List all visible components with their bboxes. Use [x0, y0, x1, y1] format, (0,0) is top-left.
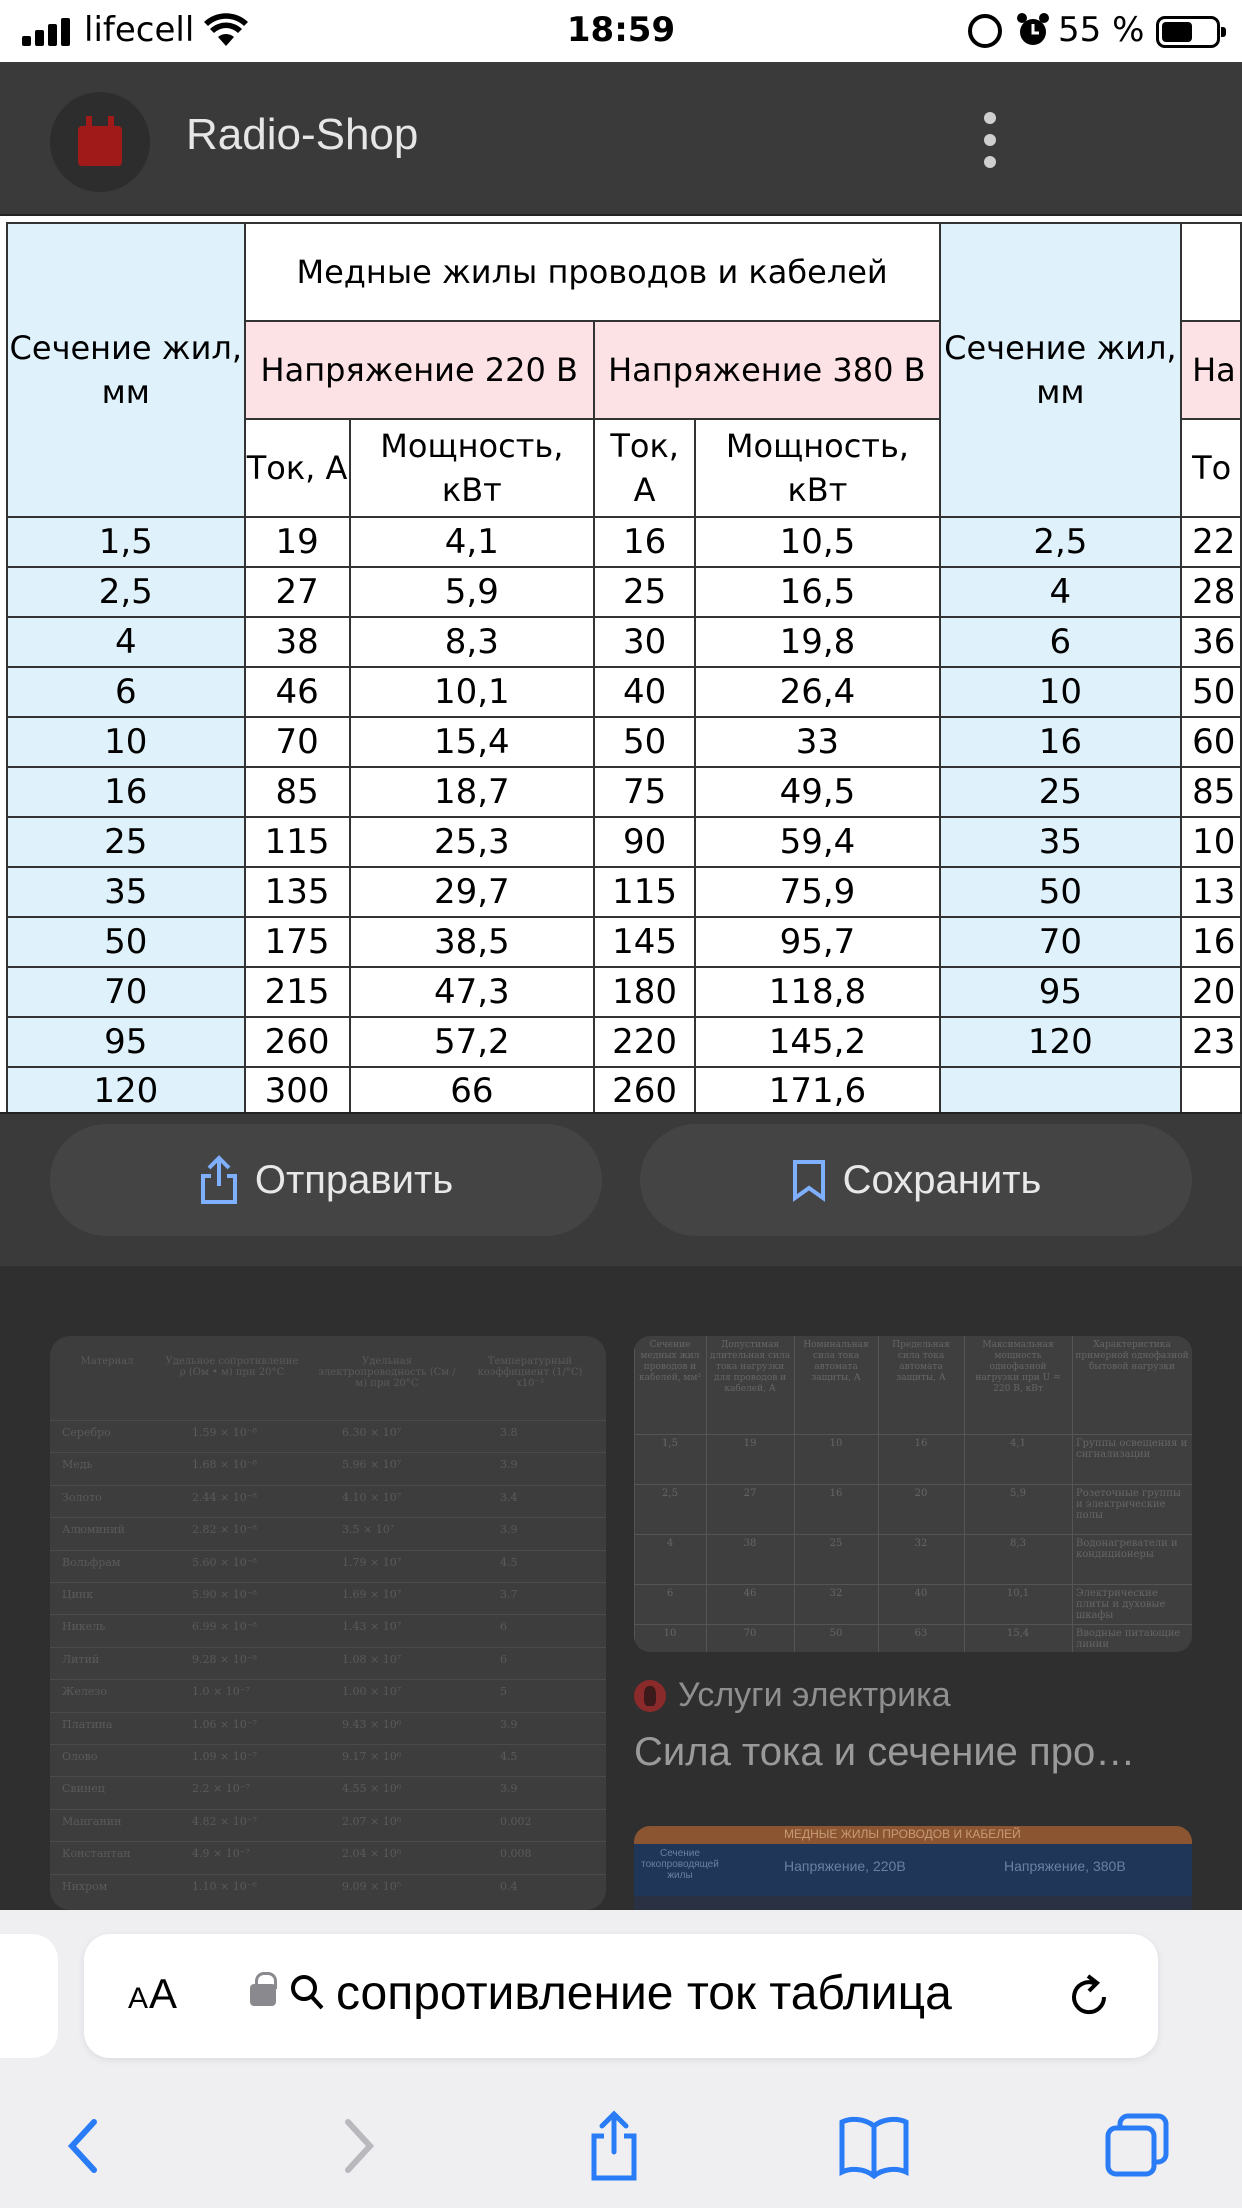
table-row: [7, 1017, 1241, 1067]
table-cell-p380: 10,5: [695, 517, 939, 567]
table-cell-sec: 10: [7, 717, 245, 767]
related-results: [0, 1266, 1242, 1910]
table-cell-i220: 300: [245, 1067, 350, 1114]
thumb-right-cell: 70: [743, 1628, 757, 1639]
table-cell-i220: 115: [245, 817, 350, 867]
table-cell-i380: 50: [594, 717, 695, 767]
thumb-right-cell: 32: [829, 1588, 843, 1599]
thumb-right-cell: 19: [743, 1438, 757, 1449]
table-cell-i2: 50: [1181, 667, 1241, 717]
reader-settings-button[interactable]: AA: [128, 1970, 179, 2017]
thumb-left-cell: Никель: [62, 1620, 106, 1634]
thumb-right-cell: 25: [829, 1538, 843, 1549]
thumb-right-header: Допустимая длительная сила тока нагрузки для проводов и кабелей, А: [709, 1340, 791, 1394]
bottom-thumb-col1: Сечение токопроводящей жилы: [641, 1848, 719, 1881]
table-cell-i380: 145: [594, 917, 695, 967]
table-cell-i2: 22: [1181, 517, 1241, 567]
thumb-right-cell: 15,4: [1006, 1628, 1030, 1639]
table-cell-sec: 35: [7, 867, 245, 917]
thumb-right-cell: 32: [914, 1538, 928, 1549]
table-row: [7, 867, 1241, 917]
table-cell-sec: 120: [7, 1067, 245, 1114]
thumb-left-cell: 1.0 × 10⁻⁷: [192, 1685, 250, 1699]
table-cell-p380: 26,4: [695, 667, 939, 717]
tabs-icon[interactable]: [1098, 2106, 1178, 2186]
thumb-left-cell: 4.55 × 10⁶: [342, 1782, 402, 1796]
table-cell-i380: 180: [594, 967, 695, 1017]
browser-bottom-bar: [0, 1910, 1242, 2208]
table-cell-p220: 10,1: [350, 667, 594, 717]
header-current-380: Ток, А: [594, 419, 695, 517]
table-cell-i220: 70: [245, 717, 350, 767]
forward-icon[interactable]: [316, 2106, 396, 2186]
table-cell-i2: [1181, 1067, 1241, 1114]
table-row: [7, 567, 1241, 617]
table-cell-i380: 75: [594, 767, 695, 817]
thumb-right-cell: 20: [914, 1488, 928, 1499]
table-cell-sec: 95: [7, 1017, 245, 1067]
table-cell-i380: 16: [594, 517, 695, 567]
thumb-right-header: Предельная сила тока автомата защиты, А: [892, 1340, 950, 1383]
source-favicon-icon: [634, 1680, 666, 1712]
alarm-icon: [1016, 12, 1050, 48]
thumb-right-cell: 10: [829, 1438, 843, 1449]
bookmark-icon: [791, 1158, 827, 1202]
thumb-right-cell: 38: [743, 1538, 757, 1549]
header-voltage-220: Напряжение 220 В: [245, 321, 595, 419]
thumb-left-cell: 1.10 × 10⁻⁶: [192, 1879, 257, 1893]
table-cell-p220: 38,5: [350, 917, 594, 967]
table-cell-sec2: 35: [940, 817, 1181, 867]
share-button[interactable]: [50, 1124, 602, 1236]
thumb-left-cell: 4.5: [500, 1750, 518, 1763]
thumb-right-cell: 16: [829, 1488, 843, 1499]
header-copper-group: Медные жилы проводов и кабелей: [245, 223, 940, 321]
table-cell-p220: 29,7: [350, 867, 594, 917]
viewer-header: [0, 62, 1242, 212]
related-thumbnail-cable-table[interactable]: [634, 1336, 1192, 1652]
table-row: [7, 1067, 1241, 1114]
table-cell-i2: 13: [1181, 867, 1241, 917]
thumb-left-cell: Свинец: [62, 1782, 105, 1796]
thumb-left-cell: 4.10 × 10⁷: [342, 1490, 402, 1504]
thumb-left-cell: 3.9: [500, 1458, 518, 1472]
table-row: [7, 617, 1241, 667]
header-power-380: Мощность, кВт: [695, 419, 939, 517]
thumb-right-cell: 63: [914, 1628, 928, 1639]
thumb-left-cell: Железо: [62, 1685, 107, 1699]
table-cell-sec2: 2,5: [940, 517, 1181, 567]
related-thumbnail-resistivity-table[interactable]: [50, 1336, 606, 1910]
thumb-left-cell: 2.2 × 10⁻⁷: [192, 1782, 250, 1796]
thumb-right-cell: 16: [914, 1438, 928, 1449]
table-cell-p380: 118,8: [695, 967, 939, 1017]
table-cell-i2: 16: [1181, 917, 1241, 967]
thumb-left-cell: 0.008: [500, 1847, 532, 1861]
table-cell-p220: 47,3: [350, 967, 594, 1017]
thumb-left-cell: 3.5 × 10⁷: [342, 1523, 395, 1537]
table-cell-p220: 66: [350, 1067, 594, 1114]
table-cell-p220: 8,3: [350, 617, 594, 667]
table-cell-sec: 70: [7, 967, 245, 1017]
thumb-left-cell: 0.4: [500, 1879, 518, 1893]
thumb-left-cell: 1.68 × 10⁻⁸: [192, 1458, 257, 1472]
thumb-left-cell: Константан: [62, 1847, 131, 1861]
header-current-partial: То: [1181, 419, 1241, 517]
header-section: Сечение жил, мм: [7, 223, 245, 517]
thumb-left-cell: 1.69 × 10⁷: [342, 1588, 402, 1601]
address-bar[interactable]: [84, 1934, 1158, 2058]
thumb-left-cell: 5: [500, 1685, 507, 1699]
thumb-left-cell: 6.99 × 10⁻⁸: [192, 1620, 257, 1634]
table-cell-sec2: 50: [940, 867, 1181, 917]
related-thumbnail-bottom[interactable]: [634, 1826, 1192, 1910]
thumb-left-cell: 3.9: [500, 1782, 518, 1796]
browser-share-icon[interactable]: [574, 2106, 654, 2186]
thumb-right-cell: 4: [666, 1538, 674, 1549]
table-cell-p220: 25,3: [350, 817, 594, 867]
share-button-label: Отправить: [254, 1157, 454, 1202]
thumb-left-cell: Олово: [62, 1750, 98, 1763]
header-current-220: Ток, А: [245, 419, 350, 517]
table-cell-sec2: 25: [940, 767, 1181, 817]
thumb-left-cell: 1.43 × 10⁷: [342, 1620, 402, 1634]
thumb-left-cell: 9.17 × 10⁶: [342, 1750, 402, 1763]
table-cell-p380: 145,2: [695, 1017, 939, 1067]
thumb-left-cell: Платина: [62, 1717, 113, 1731]
save-button[interactable]: [640, 1124, 1192, 1236]
thumb-left-cell: 9.43 × 10⁶: [342, 1717, 402, 1731]
table-cell-p220: 57,2: [350, 1017, 594, 1067]
result-source[interactable]: [634, 1676, 951, 1715]
thumb-left-cell: 3.4: [500, 1490, 518, 1504]
share-icon: [199, 1154, 239, 1206]
carrier-name: lifecell: [84, 10, 195, 50]
table-cell-p220: 4,1: [350, 517, 594, 567]
thumb-left-header: Удельное сопротивление ρ (Ом • м) при 20°С: [165, 1356, 299, 1378]
table-cell-sec2: 10: [940, 667, 1181, 717]
thumb-left-cell: Медь: [62, 1458, 93, 1472]
thumb-right-header: Номинальная сила тока автомата защиты, А: [803, 1340, 869, 1383]
bottom-thumb-header: МЕДНЫЕ ЖИЛЫ ПРОВОДОВ И КАБЕЛЕЙ: [784, 1827, 1021, 1841]
thumb-left-cell: Цинк: [62, 1588, 94, 1601]
rotation-lock-icon: [968, 14, 1002, 48]
thumb-right-header: Характеристика примерной однофазной бытовой нагрузки: [1075, 1340, 1189, 1372]
table-cell-i2: 10: [1181, 817, 1241, 867]
status-bar: [0, 0, 1242, 62]
reload-icon[interactable]: [1064, 1972, 1114, 2022]
battery-icon: [1156, 16, 1220, 48]
thumb-right-header: Максимальная мощность однофазной нагрузки при U = 220 В, кВт: [975, 1340, 1061, 1394]
clock: 18:59: [566, 10, 676, 50]
table-cell-sec2: 120: [940, 1017, 1181, 1067]
table-cell-i2: 20: [1181, 967, 1241, 1017]
image-actions: [0, 1116, 1242, 1266]
table-cell-i380: 220: [594, 1017, 695, 1067]
table-cell-i2: 28: [1181, 567, 1241, 617]
table-row: [7, 767, 1241, 817]
site-title[interactable]: Radio-Shop: [186, 110, 419, 159]
thumb-left-cell: 1.06 × 10⁻⁷: [192, 1717, 257, 1731]
thumb-right-cell: Водонагреватели и кондиционеры: [1076, 1538, 1178, 1560]
main-image[interactable]: [0, 214, 1242, 1114]
table-cell-i2: 60: [1181, 717, 1241, 767]
thumb-right-cell: Электрические плиты и духовые шкафы: [1076, 1588, 1166, 1621]
table-cell-p380: 16,5: [695, 567, 939, 617]
table-cell-i220: 85: [245, 767, 350, 817]
cable-section-table: [6, 222, 1242, 1114]
thumb-left-cell: 6.30 × 10⁷: [342, 1426, 402, 1439]
table-cell-i380: 260: [594, 1067, 695, 1114]
table-cell-i2: 36: [1181, 617, 1241, 667]
table-cell-i220: 260: [245, 1017, 350, 1067]
more-options-icon[interactable]: [978, 112, 1002, 172]
table-cell-sec2: 16: [940, 717, 1181, 767]
header-section-right: Сечение жил, мм: [940, 223, 1181, 517]
table-cell-i380: 40: [594, 667, 695, 717]
thumb-right-cell: 8,3: [1010, 1538, 1026, 1549]
thumb-right-cell: 40: [914, 1588, 928, 1599]
table-cell-sec2: 70: [940, 917, 1181, 967]
table-cell-i220: 175: [245, 917, 350, 967]
header-voltage-380: Напряжение 380 В: [594, 321, 940, 419]
thumb-left-cell: 4.82 × 10⁻⁷: [192, 1814, 257, 1828]
thumb-left-header: Материал: [80, 1356, 134, 1367]
table-cell-i220: 46: [245, 667, 350, 717]
header-voltage-partial: На: [1181, 321, 1241, 419]
thumb-left-cell: Золото: [62, 1490, 102, 1504]
thumb-right-header: Сечение медных жил проводов и кабелей, мм²: [638, 1340, 702, 1383]
thumb-right-cell: 50: [829, 1628, 843, 1639]
table-cell-sec: 25: [7, 817, 245, 867]
thumb-left-cell: 9.09 × 10⁵: [342, 1879, 402, 1893]
table-cell-p380: 33: [695, 717, 939, 767]
thumb-left-cell: 3.9: [500, 1717, 518, 1731]
thumb-left-cell: 9.28 × 10⁻⁸: [192, 1652, 257, 1666]
table-cell-p220: 15,4: [350, 717, 594, 767]
thumb-right-cell: Группы освещения и сигнализации: [1076, 1438, 1188, 1460]
previous-tab-peek[interactable]: [0, 1934, 58, 2058]
thumb-right-cell: 6: [666, 1588, 674, 1599]
thumb-left-cell: 2.44 × 10⁻⁸: [192, 1490, 257, 1504]
table-cell-sec: 1,5: [7, 517, 245, 567]
thumb-left-cell: 3.8: [500, 1426, 518, 1439]
table-cell-i380: 30: [594, 617, 695, 667]
table-cell-i2: 85: [1181, 767, 1241, 817]
table-cell-sec: 50: [7, 917, 245, 967]
table-row: [7, 667, 1241, 717]
thumb-left-cell: 1.08 × 10⁷: [342, 1652, 402, 1666]
header-copper-group-partial: [1181, 223, 1241, 321]
table-cell-sec2: 4: [940, 567, 1181, 617]
thumb-left-cell: 4.5: [500, 1555, 518, 1569]
thumb-left-header: Температурный коэффициент (1/°С) х10⁻³: [477, 1356, 583, 1389]
header-power-220: Мощность, кВт: [350, 419, 594, 517]
thumb-left-cell: 1.59 × 10⁻⁸: [192, 1426, 257, 1439]
table-cell-sec: 4: [7, 617, 245, 667]
thumb-right-cell: 5,9: [1010, 1488, 1026, 1499]
thumb-right-cell: 27: [743, 1488, 757, 1499]
thumb-right-cell: 46: [743, 1588, 757, 1599]
thumb-left-cell: 0.002: [500, 1814, 532, 1828]
thumb-left-cell: 5.90 × 10⁻⁸: [192, 1588, 257, 1601]
thumb-right-cell: 1,5: [662, 1438, 678, 1449]
bottom-thumb-col3: Напряжение, 380В: [1004, 1858, 1126, 1874]
table-cell-i380: 115: [594, 867, 695, 917]
table-cell-i2: 23: [1181, 1017, 1241, 1067]
table-row: [7, 967, 1241, 1017]
url-text[interactable]: сопротивление ток таблица: [336, 1967, 952, 2020]
search-icon: [290, 1972, 324, 2012]
thumb-left-cell: 6: [500, 1620, 507, 1634]
thumb-left-cell: 1.09 × 10⁻⁷: [192, 1750, 257, 1763]
thumb-left-cell: 2.07 × 10⁶: [342, 1814, 402, 1828]
thumb-left-cell: Манганин: [62, 1814, 122, 1828]
thumb-left-cell: Вольфрам: [62, 1555, 121, 1569]
thumb-left-cell: 6: [500, 1652, 507, 1666]
thumb-left-cell: Серебро: [62, 1426, 111, 1439]
table-row: [7, 917, 1241, 967]
table-cell-p220: 5,9: [350, 567, 594, 617]
table-cell-p380: 171,6: [695, 1067, 939, 1114]
table-cell-sec: 6: [7, 667, 245, 717]
table-cell-p380: 59,4: [695, 817, 939, 867]
source-name: Услуги электрика: [678, 1676, 951, 1714]
table-cell-p380: 75,9: [695, 867, 939, 917]
table-cell-i220: 19: [245, 517, 350, 567]
thumb-left-cell: 5.96 × 10⁷: [342, 1458, 402, 1472]
thumb-left-cell: 3.9: [500, 1523, 518, 1537]
save-button-label: Сохранить: [842, 1157, 1042, 1202]
battery-percentage: 55 %: [1058, 10, 1145, 50]
table-cell-p380: 19,8: [695, 617, 939, 667]
thumb-right-cell: Розеточные группы и электрические полы: [1076, 1488, 1181, 1521]
table-cell-sec2: [940, 1067, 1181, 1114]
back-icon[interactable]: [46, 2106, 126, 2186]
thumb-left-cell: 3.7: [500, 1588, 518, 1601]
thumb-left-cell: 5.60 × 10⁻⁸: [192, 1555, 257, 1569]
lock-icon: [250, 1984, 276, 2006]
result-title[interactable]: Сила тока и сечение про…: [634, 1730, 1136, 1774]
table-cell-i220: 27: [245, 567, 350, 617]
table-cell-sec2: 95: [940, 967, 1181, 1017]
table-cell-i380: 25: [594, 567, 695, 617]
thumb-left-header: Удельная электропроводность (См / м) при 20°С: [318, 1356, 456, 1389]
thumb-left-cell: Литий: [62, 1652, 100, 1666]
thumb-right-cell: Вводные питающие линии: [1076, 1628, 1181, 1650]
table-row: [7, 817, 1241, 867]
table-cell-sec: 16: [7, 767, 245, 817]
table-cell-p220: 18,7: [350, 767, 594, 817]
table-cell-sec: 2,5: [7, 567, 245, 617]
thumb-right-cell: 10: [663, 1628, 677, 1639]
thumb-right-cell: 10,1: [1006, 1588, 1030, 1599]
thumb-right-cell: 4,1: [1010, 1438, 1026, 1449]
table-cell-p380: 95,7: [695, 917, 939, 967]
table-cell-p380: 49,5: [695, 767, 939, 817]
thumb-left-cell: 4.9 × 10⁻⁷: [192, 1847, 250, 1861]
thumb-left-cell: 2.04 × 10⁶: [342, 1847, 402, 1861]
table-cell-i220: 38: [245, 617, 350, 667]
table-cell-sec2: 6: [940, 617, 1181, 667]
site-logo-icon[interactable]: [50, 92, 150, 192]
table-cell-i220: 135: [245, 867, 350, 917]
thumb-left-cell: 1.79 × 10⁷: [342, 1555, 402, 1569]
table-row: [7, 717, 1241, 767]
table-row: [7, 517, 1241, 567]
table-cell-i220: 215: [245, 967, 350, 1017]
browser-toolbar: [0, 2096, 1242, 2208]
thumb-left-cell: Нихром: [62, 1879, 108, 1893]
thumb-left-cell: Алюминий: [62, 1523, 125, 1537]
table-cell-i380: 90: [594, 817, 695, 867]
thumb-left-cell: 2.82 × 10⁻⁸: [192, 1523, 257, 1537]
bookmarks-icon[interactable]: [834, 2106, 914, 2186]
thumb-right-cell: 2,5: [662, 1488, 678, 1499]
thumb-left-cell: 1.00 × 10⁷: [342, 1685, 402, 1699]
bottom-thumb-col2: Напряжение, 220В: [784, 1858, 906, 1874]
